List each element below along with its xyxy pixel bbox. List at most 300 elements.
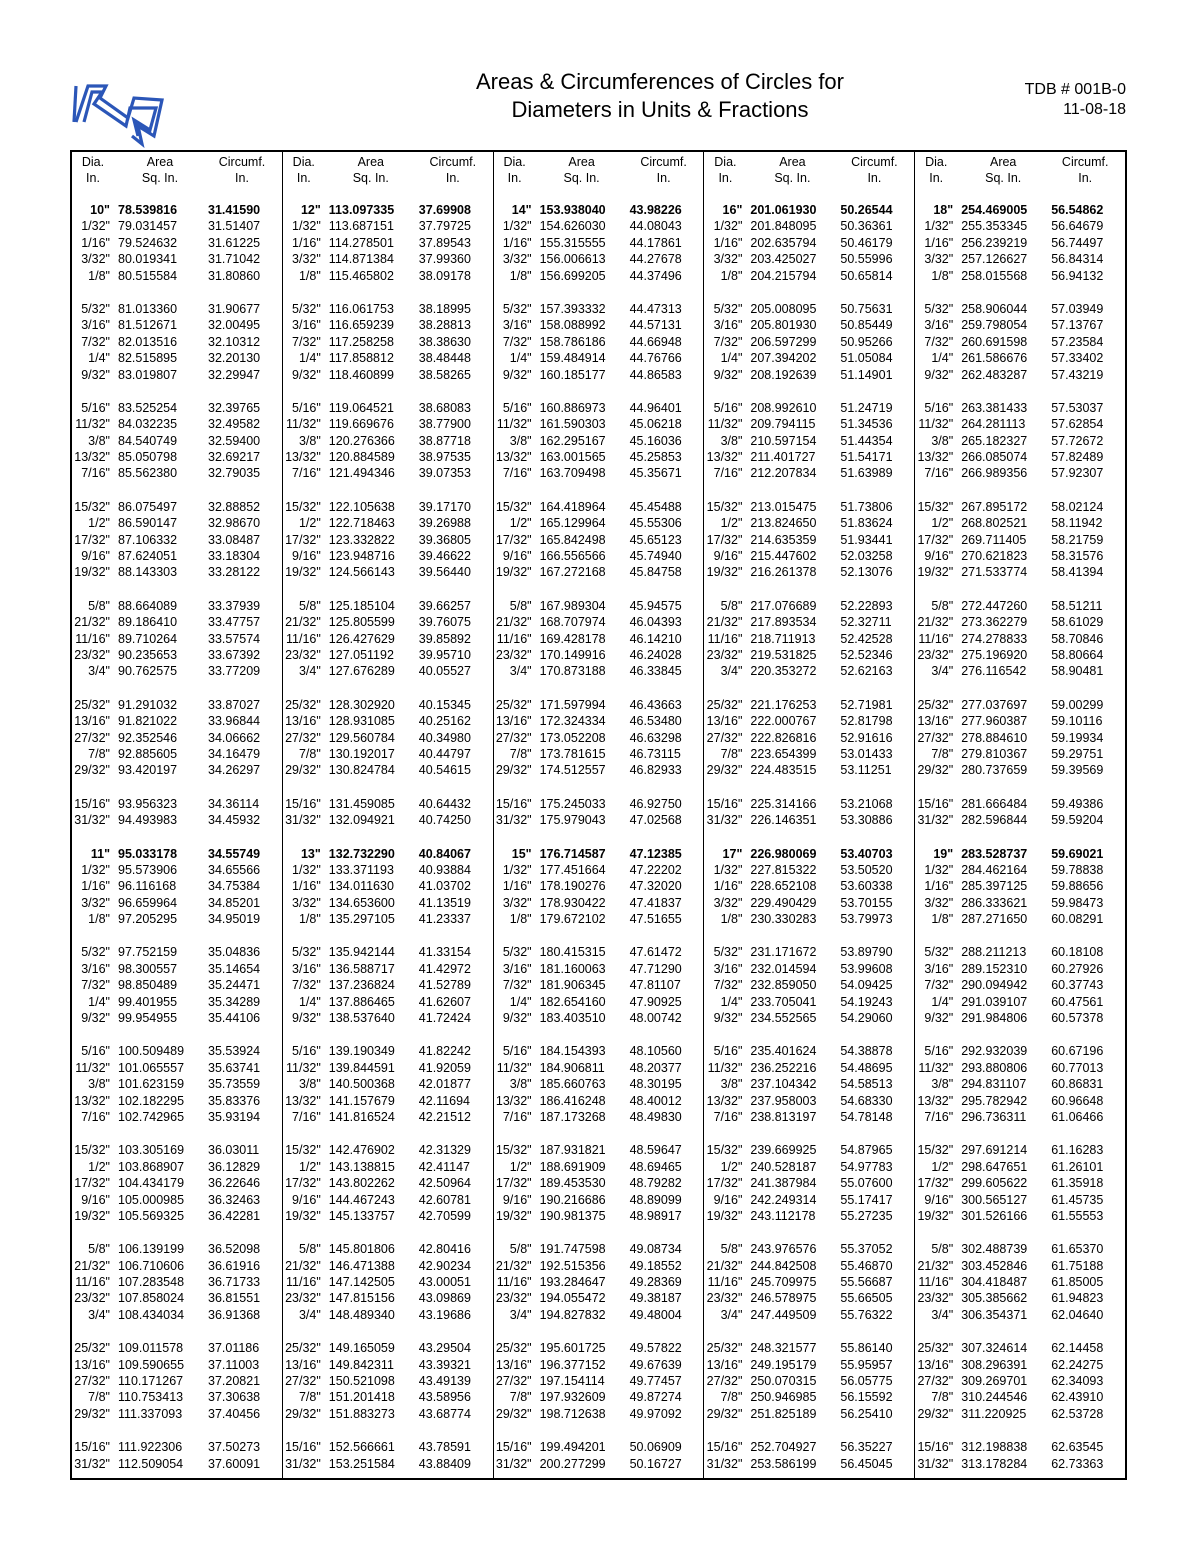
area-cell: 198.712638 [539,1406,606,1421]
circumference-cell: 44.96401 [629,400,682,415]
diameter-cell: 17" [722,846,743,861]
circumference-cell: 44.08043 [629,219,682,234]
row-group [283,1439,493,1472]
area-cell: 254.469005 [961,203,1028,217]
table-row [915,1373,1125,1389]
area-cell: 296.736311 [961,1109,1027,1124]
area-cell: 106.139199 [118,1242,185,1257]
diameter-cell: 9/16" [81,1192,110,1207]
area-cell: 120.884589 [328,450,395,465]
diameter-cell: 13/16" [285,1357,321,1372]
table-row [494,202,704,218]
circumference-cell: 50.46179 [840,235,893,250]
area-cell: 243.976576 [750,1242,817,1257]
area-cell: 266.989356 [961,466,1028,481]
table-row [283,564,493,580]
circumference-cell: 31.51407 [208,219,261,234]
diameter-cell: 21/32" [285,1258,321,1273]
diameter-cell: 1/16" [713,879,743,894]
circumference-cell: 47.61472 [629,945,682,960]
circumference-cell: 56.54862 [1051,203,1104,217]
circumference-cell: 32.00495 [208,318,261,333]
area-cell: 201.061930 [750,203,817,217]
circumference-cell: 53.01433 [840,746,893,761]
circumference-cell: 54.78148 [840,1109,893,1124]
table-row [283,301,493,317]
diameter-cell: 27/32" [285,730,321,745]
circumference-cell: 36.03011 [208,1143,260,1158]
area-cell: 264.281113 [961,417,1026,432]
diameter-cell: 3/8" [720,433,743,448]
table-row [915,746,1125,762]
area-cell: 259.798054 [961,318,1028,333]
area-cell: 119.064521 [328,400,394,415]
circumference-cell: 37.30638 [208,1390,261,1405]
diameter-cell: 27/32" [917,1374,954,1389]
circumference-cell: 59.49386 [1051,796,1104,811]
area-cell: 116.659239 [328,318,394,333]
diameter-cell: 11/16" [286,631,321,646]
table-row [283,944,493,960]
diameter-cell: 1/2" [509,1159,532,1174]
area-cell: 96.659964 [118,895,178,910]
area-cell: 196.377152 [539,1357,606,1372]
diameter-cell: 1/2" [298,1159,321,1174]
diameter-cell: 15/32" [917,1143,954,1158]
table-row [72,268,282,284]
area-cell: 105.000985 [118,1192,185,1207]
circumference-cell: 42.80416 [418,1242,471,1257]
row-group [494,598,704,680]
area-cell: 216.261378 [750,565,817,580]
row-group [283,202,493,284]
area-cell: 183.403510 [539,1011,606,1026]
area-cell: 186.416248 [539,1093,606,1108]
area-cell: 137.236824 [328,978,395,993]
table-row [494,268,704,284]
diameter-cell: 15/16" [706,1440,743,1455]
diameter-cell: 9/32" [713,1011,743,1026]
diameter-cell: 13/32" [285,450,321,465]
area-cell: 113.097335 [328,203,395,217]
table-row [494,812,704,828]
table-row [494,515,704,531]
circumference-cell: 49.67639 [629,1357,682,1372]
circumference-cell: 31.41590 [208,203,261,217]
table-row [283,862,493,878]
diameter-cell: 19/32" [495,1208,532,1223]
table-row [915,895,1125,911]
diameter-cell: 1/2" [88,516,110,531]
table-row [494,1258,704,1274]
company-logo-icon [72,78,168,148]
circumference-cell: 52.62163 [840,664,893,679]
area-cell: 92.352546 [118,730,178,745]
circumference-cell: 37.11003 [208,1357,260,1372]
table-row [704,449,914,465]
table-row [494,235,704,251]
circumference-cell: 42.31329 [418,1143,471,1158]
table-row [494,1241,704,1257]
table-row [283,1340,493,1356]
circumference-cell: 38.18995 [418,301,471,316]
circumference-cell: 46.24028 [629,647,682,662]
table-row [915,977,1125,993]
area-cell: 313.178284 [961,1456,1028,1471]
table-row [704,1043,914,1059]
header-cell: Area Sq. In. [563,155,600,185]
row-group [283,846,493,928]
area-cell: 95.033178 [118,846,178,861]
circumference-cell: 47.22202 [629,862,682,877]
circumference-cell: 56.05775 [840,1374,893,1389]
diameter-cell: 11/16" [707,631,743,646]
diameter-cell: 29/32" [285,763,321,778]
table-row [72,1093,282,1109]
table-row [704,944,914,960]
area-cell: 79.524632 [118,235,178,250]
table-row [494,317,704,333]
area-cell: 170.149916 [539,647,606,662]
table-row [915,235,1125,251]
area-cell: 266.085074 [961,450,1028,465]
area-cell: 89.710264 [118,631,178,646]
row-group [494,1142,704,1224]
table-row [72,961,282,977]
diameter-cell: 3/32" [81,252,110,267]
diameter-cell: 1/32" [713,862,743,877]
diameter-cell: 11/16" [75,631,110,646]
diameter-cell: 11/32" [918,417,954,432]
row-group [704,598,914,680]
table-row [494,548,704,564]
circumference-cell: 46.04393 [629,615,682,630]
diameter-cell: 15/32" [285,499,321,514]
circumference-cell: 59.88656 [1051,879,1104,894]
diameter-cell: 27/32" [706,730,743,745]
diameter-cell: 13/16" [706,714,743,729]
area-cell: 98.850489 [118,978,178,993]
area-cell: 220.353272 [750,664,817,679]
diameter-cell: 7/8" [88,746,110,761]
area-cell: 247.449509 [750,1307,817,1322]
diameter-cell: 7/16" [924,1109,954,1124]
circumference-cell: 57.62854 [1051,417,1104,432]
circumference-cell: 43.58956 [418,1390,471,1405]
diameter-cell: 9/32" [292,1011,321,1026]
circumference-cell: 34.65566 [208,862,261,877]
diameter-cell: 23/32" [495,647,532,662]
area-cell: 239.669925 [750,1143,817,1158]
area-cell: 280.737659 [961,763,1028,778]
diameter-cell: 5/32" [502,945,532,960]
circumference-cell: 57.72672 [1051,433,1104,448]
diameter-cell: 5/16" [292,400,321,415]
area-cell: 275.196920 [961,647,1028,662]
circumference-cell: 54.87965 [840,1143,893,1158]
diameter-cell: 7/8" [298,746,321,761]
table-row [915,367,1125,383]
circumference-cell: 44.37496 [629,268,682,283]
table-row [704,812,914,828]
row-group [72,697,282,779]
table-row [494,400,704,416]
circumference-cell: 45.74940 [629,549,682,564]
area-cell: 231.171672 [750,945,817,960]
table-row [494,416,704,432]
table-row [494,532,704,548]
area-cell: 135.297105 [328,912,395,927]
circumference-cell: 51.93441 [840,532,893,547]
diameter-cell: 5/16" [924,1044,954,1059]
table-row [915,301,1125,317]
area-cell: 265.182327 [961,433,1028,448]
header-cell: Dia. In. [292,155,315,185]
diameter-cell: 13/16" [285,714,321,729]
diameter-cell: 29/32" [495,1406,532,1421]
area-cell: 113.687151 [328,219,394,234]
table-row [704,1258,914,1274]
table-row [72,1258,282,1274]
table-row [283,1406,493,1422]
table-row [72,1456,282,1472]
circumference-cell: 61.55553 [1051,1208,1104,1223]
document-info [980,80,1126,120]
circumference-cell: 51.54171 [840,450,893,465]
circumference-cell: 37.50273 [208,1440,261,1455]
circumference-cell: 49.77457 [629,1374,682,1389]
diameter-cell: 23/32" [285,1291,321,1306]
circumference-cell: 34.55749 [208,846,261,861]
area-cell: 261.586676 [961,351,1028,366]
circumference-cell: 36.22646 [208,1176,261,1191]
area-cell: 258.906044 [961,301,1028,316]
diameter-cell: 3/4" [509,1307,532,1322]
area-cell: 107.858024 [118,1291,185,1306]
circumference-cell: 36.91368 [208,1307,261,1322]
circumference-cell: 44.57131 [629,318,682,333]
area-cell: 110.753413 [118,1390,184,1405]
diameter-cell: 1/16" [292,235,321,250]
area-cell: 161.590303 [539,417,606,432]
table-row [283,1043,493,1059]
circumference-cell: 40.54615 [418,763,471,778]
row-group [704,1043,914,1125]
table-row [72,1340,282,1356]
circumference-cell: 59.39569 [1051,763,1104,778]
diameter-cell: 3/32" [924,252,954,267]
area-cell: 147.142505 [328,1275,395,1290]
area-cell: 271.533774 [961,565,1028,580]
diameter-cell: 25/32" [285,1341,321,1356]
circumference-cell: 42.01877 [418,1077,471,1092]
circumference-cell: 48.40012 [629,1093,682,1108]
circumference-cell: 35.93194 [208,1109,261,1124]
area-cell: 125.805599 [328,615,395,630]
circumference-cell: 52.22893 [840,598,893,613]
circumference-cell: 57.03949 [1051,301,1104,316]
area-cell: 173.781615 [539,746,606,761]
diameter-cell: 3/16" [502,961,532,976]
diameter-cell: 7/8" [931,746,954,761]
row-group [72,400,282,482]
area-cell: 93.420197 [118,763,178,778]
table-row [494,350,704,366]
circumference-cell: 60.96648 [1051,1093,1104,1108]
diameter-cell: 13/32" [495,1093,532,1108]
table-row [704,1192,914,1208]
diameter-cell: 1/32" [924,862,954,877]
circumference-cell: 45.16036 [629,433,682,448]
table-row [283,218,493,234]
table-row [915,1290,1125,1306]
circumference-cell: 46.43663 [629,697,682,712]
diameter-cell: 7/32" [502,978,532,993]
diameter-cell: 1/2" [298,516,321,531]
circumference-cell: 57.53037 [1051,400,1104,415]
circumference-cell: 50.75631 [840,301,893,316]
row-group [494,1241,704,1323]
diameter-cell: 13/16" [74,1357,110,1372]
table-row [283,631,493,647]
circumference-cell: 46.53480 [629,714,682,729]
diameter-cell: 3/16" [924,318,954,333]
circumference-cell: 35.34289 [208,994,261,1009]
circumference-cell: 54.29060 [840,1011,893,1026]
area-cell: 233.705041 [750,994,817,1009]
area-cell: 130.192017 [328,746,395,761]
table-row [494,944,704,960]
diameter-cell: 19/32" [74,1208,110,1223]
area-cell: 125.185104 [328,598,395,613]
circumference-cell: 54.68330 [840,1093,893,1108]
table-row [915,268,1125,284]
diameter-cell: 13" [300,846,321,861]
circumference-cell: 57.92307 [1051,466,1104,481]
circumference-cell: 54.38878 [840,1044,893,1059]
table-row [915,1093,1125,1109]
circumference-cell: 56.64679 [1051,219,1104,234]
area-cell: 251.825189 [750,1406,817,1421]
circumference-cell: 54.58513 [840,1077,893,1092]
circumference-cell: 48.59647 [629,1143,682,1158]
circumference-cell: 46.33845 [629,664,682,679]
circumference-cell: 62.43910 [1051,1390,1104,1405]
circumference-cell: 43.49139 [418,1374,471,1389]
row-group [494,1043,704,1125]
table-row [494,713,704,729]
circumference-cell: 54.09425 [840,978,893,993]
area-cell: 122.718463 [328,516,395,531]
row-group [704,846,914,928]
circumference-cell: 43.68774 [418,1406,471,1421]
area-cell: 99.954955 [118,1011,178,1026]
table-row [283,697,493,713]
table-row [283,1109,493,1125]
diameter-cell: 11/32" [286,1060,321,1075]
table-row [704,1307,914,1323]
area-cell: 207.394202 [750,351,817,366]
circumference-cell: 37.01186 [208,1341,260,1356]
area-cell: 132.094921 [328,813,395,828]
circumference-cell: 34.06662 [208,730,261,745]
circumference-cell: 52.13076 [840,565,893,580]
diameter-cell: 7/32" [713,978,743,993]
circumference-cell: 58.90481 [1051,664,1104,679]
diameter-cell: 31/32" [74,813,110,828]
diameter-cell: 9/16" [292,1192,321,1207]
table-row [704,1159,914,1175]
diameter-cell: 29/32" [74,1406,110,1421]
circumference-cell: 39.26988 [418,516,471,531]
diameter-cell: 1/16" [81,235,110,250]
diameter-cell: 9/32" [924,1011,954,1026]
circumference-cell: 44.86583 [629,367,682,382]
table-column [494,152,705,1478]
area-cell: 187.931821 [539,1143,606,1158]
circumference-cell: 50.06909 [629,1440,682,1455]
table-row [283,334,493,350]
area-cell: 102.742965 [118,1109,185,1124]
table-row [494,631,704,647]
row-group [72,499,282,581]
diameter-cell: 3/4" [88,1307,110,1322]
circumference-cell: 36.32463 [208,1192,261,1207]
area-cell: 213.015475 [750,499,817,514]
row-group [915,1241,1125,1323]
table-row [915,350,1125,366]
diameter-cell: 1/8" [88,912,110,927]
circumference-cell: 51.14901 [840,367,893,382]
circumference-cell: 49.38187 [629,1291,682,1306]
area-cell: 285.397125 [961,879,1028,894]
row-group [915,1340,1125,1422]
diameter-cell: 21/32" [706,615,743,630]
table-row [283,598,493,614]
circumference-cell: 56.15592 [840,1390,893,1405]
row-group [283,499,493,581]
table-row [704,433,914,449]
circumference-cell: 49.48004 [629,1307,682,1322]
circumference-cell: 45.84758 [629,565,682,580]
circumference-cell: 52.03258 [840,549,893,564]
circumference-cell: 32.79035 [208,466,261,481]
diameter-cell: 15/16" [285,1440,321,1455]
circumference-cell: 61.85005 [1051,1275,1104,1290]
table-row [283,449,493,465]
table-row [704,1142,914,1158]
area-cell: 128.931085 [328,714,395,729]
area-cell: 166.556566 [539,549,606,564]
row-group [915,1142,1125,1224]
diameter-cell: 23/32" [917,647,954,662]
area-cell: 209.794115 [750,417,816,432]
circumference-cell: 62.63545 [1051,1440,1104,1455]
diameter-cell: 13/32" [285,1093,321,1108]
diameter-cell: 1/2" [931,516,954,531]
diameter-cell: 17/32" [917,532,954,547]
circumference-cell: 47.02568 [629,813,682,828]
diameter-cell: 3/4" [931,664,954,679]
area-cell: 184.154393 [539,1044,606,1059]
area-cell: 103.868907 [118,1159,185,1174]
table-row [915,614,1125,630]
diameter-cell: 3/16" [713,961,743,976]
area-cell: 219.531825 [750,647,817,662]
area-cell: 193.284647 [539,1275,606,1290]
circumference-cell: 59.59204 [1051,813,1104,828]
table-row [494,1109,704,1125]
